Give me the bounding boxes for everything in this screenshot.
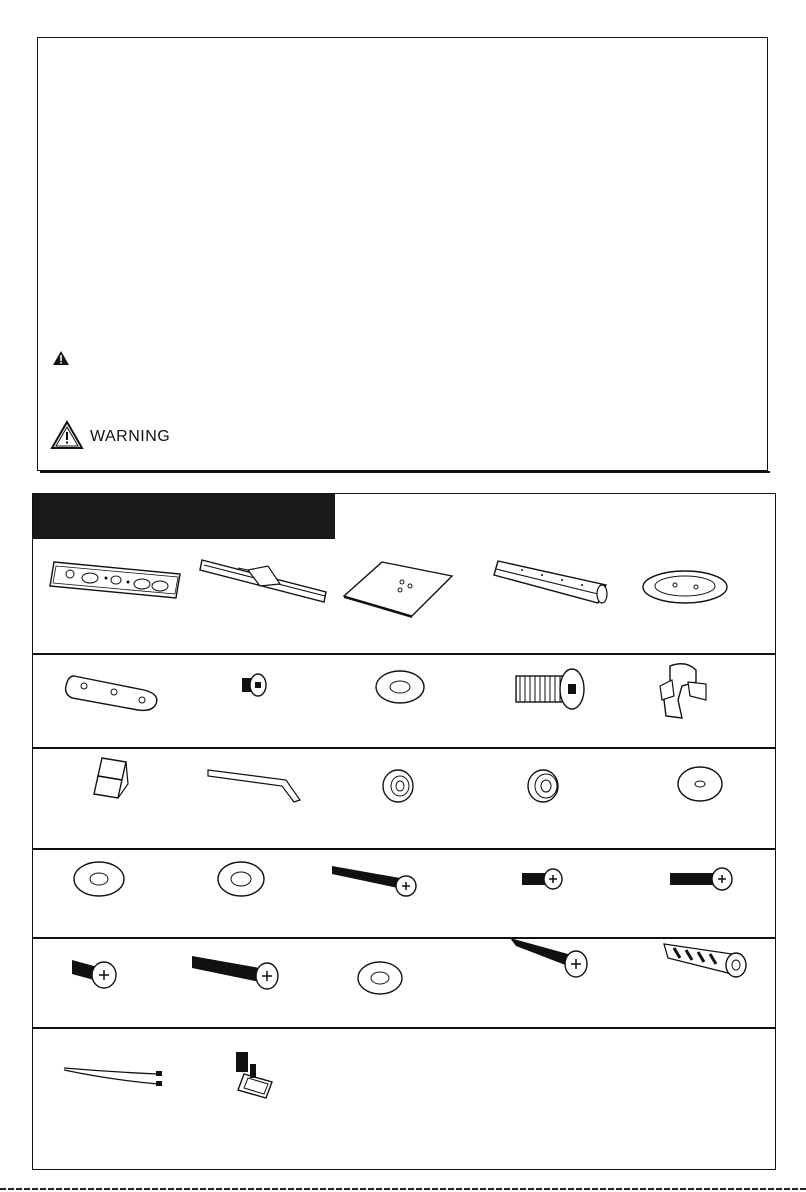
cable-ties-icon — [62, 1062, 166, 1088]
washer-small-icon — [676, 764, 724, 804]
row-divider — [32, 653, 776, 655]
row-divider — [32, 747, 776, 749]
machine-screw-short-icon — [520, 867, 564, 891]
spacer-large-icon — [526, 768, 562, 804]
pan-screw-long-icon — [190, 952, 280, 990]
warning-label: WARNING — [90, 428, 171, 445]
warning-triangle-large-icon — [50, 420, 84, 450]
row-divider — [32, 1027, 776, 1029]
safety-notice-box — [37, 37, 768, 471]
oval-cover-icon — [640, 567, 730, 607]
row-divider — [32, 937, 776, 939]
mounting-bracket-icon — [198, 556, 330, 606]
hex-bolt-long-icon — [512, 664, 588, 712]
washer-medium-icon — [72, 860, 126, 898]
washer-large-icon — [216, 860, 266, 898]
base-plate-icon — [342, 560, 454, 618]
cable-clip-icon — [652, 660, 710, 722]
oval-plate-icon — [64, 670, 164, 714]
thumb-screw-clamp-icon — [228, 1050, 288, 1100]
allen-key-icon — [206, 764, 302, 804]
support-arm-icon — [492, 557, 612, 607]
lock-washer-icon — [356, 960, 404, 996]
rubber-foot-icon — [92, 756, 130, 802]
wood-screw-icon — [508, 936, 588, 980]
machine-screw-long-icon — [330, 862, 420, 898]
page-bottom-border — [0, 1188, 806, 1190]
pan-screw-short-icon — [70, 954, 122, 990]
spacer-small-icon — [381, 768, 415, 804]
hex-bolt-short-icon — [240, 672, 270, 698]
wall-plate-icon — [48, 558, 184, 602]
parts-list-header — [33, 493, 335, 539]
flat-washer-icon — [374, 668, 426, 706]
warning-triangle-small-icon — [52, 350, 70, 366]
wall-anchor-icon — [662, 940, 752, 980]
machine-screw-medium-icon — [668, 866, 734, 892]
row-divider — [32, 848, 776, 850]
notice-box-shadow — [40, 471, 770, 473]
